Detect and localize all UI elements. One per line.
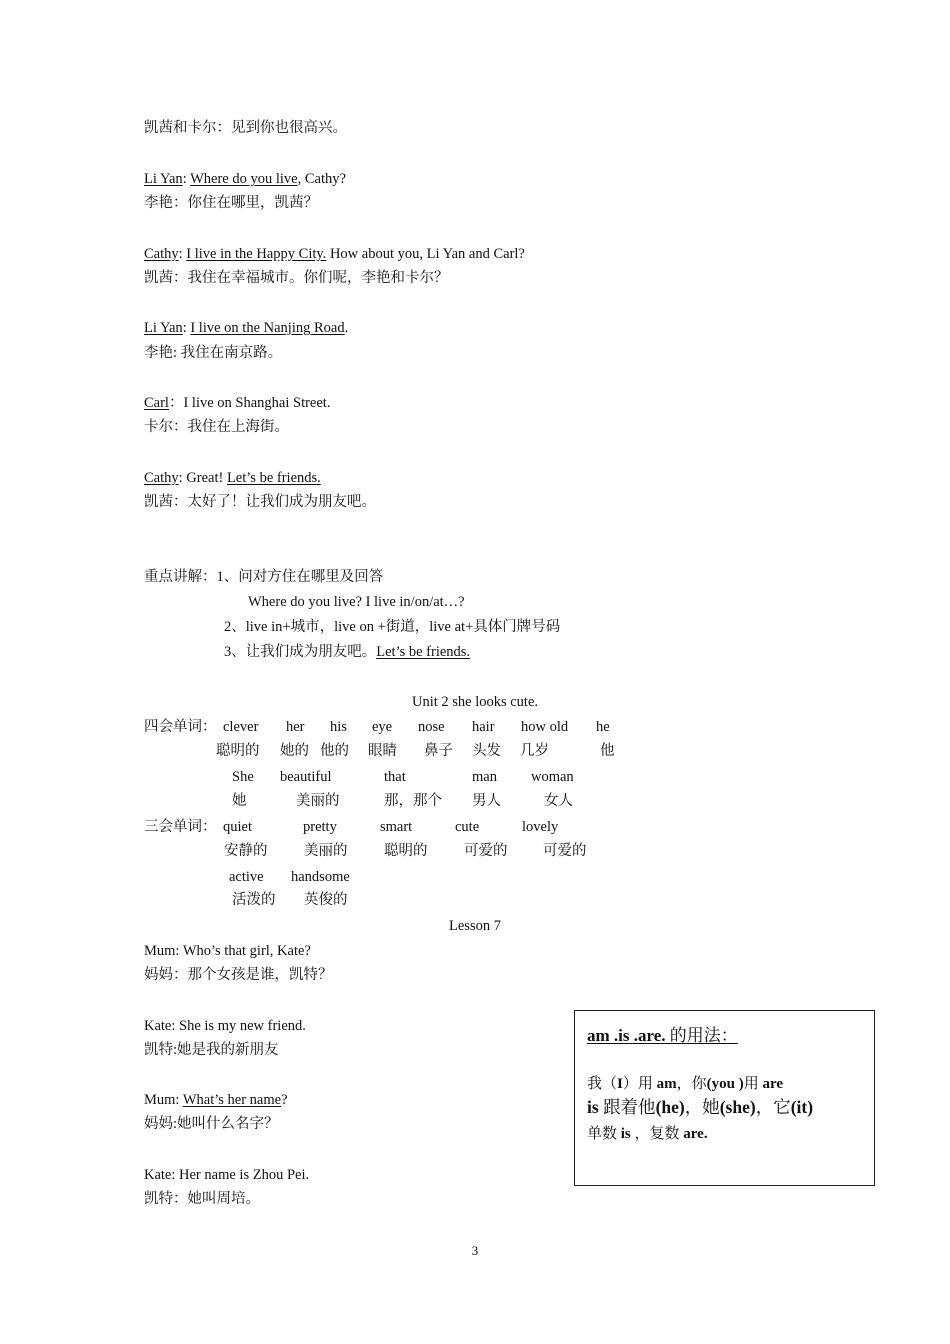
line-rest: How about you, Li Yan and Carl?: [326, 246, 525, 262]
word-zh: 美丽的: [296, 793, 340, 809]
line-rest: , Cathy?: [297, 171, 346, 187]
word-en: he: [596, 719, 610, 735]
speaker-sep: ：: [168, 395, 184, 411]
note-text: is: [620, 1126, 631, 1142]
word-zh: 眼睛: [368, 743, 397, 759]
word-en: her: [286, 719, 305, 735]
note-text: (he): [655, 1097, 685, 1117]
word-zh: 可爱的: [543, 843, 587, 859]
word-zh: 可爱的: [464, 843, 508, 859]
note-line-3: [587, 1122, 708, 1143]
underlined-phrase: I live in the Happy City.: [186, 246, 327, 262]
word-zh: 女人: [544, 793, 573, 809]
note-text: are.: [683, 1126, 708, 1142]
word-zh: 男人: [472, 793, 501, 809]
speaker-name: Carl: [144, 395, 169, 411]
speaker-sep: :: [178, 246, 187, 262]
note-text: am: [656, 1076, 677, 1092]
word-en: smart: [380, 819, 413, 835]
key-point-1-example: Where do you live? I live in/on/at…?: [248, 594, 465, 610]
underlined-phrase: I live on the Nanjing Road: [190, 320, 345, 336]
key-points-line-1: [144, 568, 383, 586]
key-point-3: [224, 643, 470, 661]
key-point-1: 1、问对方住在哪里及回答: [216, 569, 384, 585]
underlined-phrase: Where do you live: [190, 171, 298, 187]
word-zh: 美丽的: [304, 843, 348, 859]
dialogue2-line-0-zh: 妈妈：那个女孩是谁，凯特？: [144, 967, 333, 983]
speaker-sep: : Great!: [178, 470, 227, 486]
word-en: man: [472, 769, 497, 785]
speaker-name: Li Yan: [144, 171, 183, 187]
word-en: beautiful: [280, 769, 332, 785]
dialogue1-line-5-en: [144, 469, 321, 487]
note-text: 我（: [587, 1076, 618, 1092]
lesson-title: Lesson 7: [449, 918, 501, 934]
dialogue2-line-0-en: Mum: Who’s that girl, Kate?: [144, 943, 311, 959]
note-title: [587, 1021, 738, 1046]
grammar-note-box: [574, 1010, 875, 1186]
dialogue1-line-1-zh: 李艳：你住在哪里，凯茜？: [144, 195, 318, 211]
word-en: handsome: [291, 869, 350, 885]
word-zh: 她的: [280, 743, 309, 759]
dialogue2-line-2-zh: 妈妈:她叫什么名字？: [144, 1116, 279, 1132]
note-title-bold: am .is .are.: [587, 1026, 666, 1045]
line-rest: .: [344, 320, 349, 336]
word-zh: 那，那个: [384, 793, 442, 809]
three-skill-label: 三会单词：: [144, 819, 217, 835]
word-en: active: [229, 869, 264, 885]
note-line-2: [587, 1094, 813, 1119]
dialogue1-line-3-zh: 李艳: 我住在南京路。: [144, 345, 283, 361]
word-en: hair: [472, 719, 495, 735]
note-text: ，你: [676, 1076, 707, 1092]
underlined-phrase: What’s her name: [182, 1092, 282, 1108]
note-text: is: [587, 1097, 599, 1117]
dialogue2-line-3-en: Kate: Her name is Zhou Pei.: [144, 1167, 310, 1183]
note-title-rest: 的用法：: [665, 1026, 738, 1045]
word-zh: 聪明的: [384, 843, 428, 859]
speaker-name: Cathy: [144, 246, 179, 262]
dialogue1-line-3-en: [144, 319, 348, 337]
word-en: She: [232, 769, 254, 785]
word-en: eye: [372, 719, 393, 735]
unit-title: Unit 2 she looks cute.: [411, 694, 539, 710]
note-text: I: [617, 1076, 623, 1092]
dialogue1-line-4-zh: 卡尔：我住在上海街。: [144, 419, 289, 435]
word-en: how old: [521, 719, 569, 735]
four-skill-label: 四会单词：: [144, 719, 217, 735]
note-text: ，它: [755, 1097, 791, 1117]
note-text: ，复数: [630, 1126, 684, 1142]
note-text: ，她: [684, 1097, 720, 1117]
note-text: (she): [719, 1097, 756, 1117]
dialogue2-line-1-en: Kate: She is my new friend.: [144, 1018, 306, 1034]
word-zh: 他: [600, 743, 615, 759]
line-pre: Mum:: [144, 1092, 183, 1108]
dialogue2-line-1-zh: 凯特:她是我的新朋友: [144, 1042, 279, 1058]
underlined-phrase: Let’s be friends.: [226, 470, 321, 486]
dialogue1-line-2-zh: 凯茜：我住在幸福城市。你们呢，李艳和卡尔？: [144, 270, 449, 286]
line-rest: I live on Shanghai Street.: [183, 395, 331, 411]
word-en: cute: [455, 819, 480, 835]
word-en: clever: [223, 719, 259, 735]
word-zh: 鼻子: [424, 743, 453, 759]
speaker-name: Cathy: [144, 470, 179, 486]
word-en: pretty: [303, 819, 337, 835]
dialogue1-line-1-en: [144, 170, 346, 188]
dialogue1-line-4-en: [144, 394, 330, 412]
line-post: ?: [281, 1092, 288, 1108]
word-zh: 几岁: [520, 743, 549, 759]
key-points-label: 重点讲解：: [144, 569, 217, 585]
word-zh: 聪明的: [216, 743, 260, 759]
dialogue1-line-2-en: [144, 245, 525, 263]
word-zh: 头发: [472, 743, 501, 759]
word-en: that: [384, 769, 406, 785]
note-text: (you ): [706, 1076, 744, 1092]
key-point-2: 2、live in+城市，live on +街道，live at+具体门牌号码: [224, 619, 561, 635]
dialogue1-line-0-zh: 凯茜和卡尔：见到你也很高兴。: [144, 120, 347, 136]
note-text: 单数: [587, 1126, 621, 1142]
key-point-3-prefix: 3、让我们成为朋友吧。: [224, 644, 377, 660]
page-number: 3: [471, 1243, 479, 1258]
word-en: lovely: [522, 819, 559, 835]
word-en: quiet: [223, 819, 252, 835]
word-zh: 他的: [320, 743, 349, 759]
speaker-sep: :: [182, 171, 191, 187]
word-zh: 英俊的: [304, 892, 348, 908]
speaker-name: Li Yan: [144, 320, 183, 336]
note-text: (it): [790, 1097, 814, 1117]
note-text: 跟着他: [598, 1097, 656, 1117]
dialogue2-line-3-zh: 凯特：她叫周培。: [144, 1191, 260, 1207]
dialogue2-line-2-en: [144, 1091, 288, 1109]
word-en: his: [330, 719, 347, 735]
note-text: 用: [743, 1076, 763, 1092]
dialogue1-line-5-zh: 凯茜：太好了！让我们成为朋友吧。: [144, 494, 376, 510]
note-text: are: [762, 1076, 784, 1092]
word-en: nose: [418, 719, 445, 735]
note-line-1: [587, 1072, 783, 1093]
note-text: ）用: [622, 1076, 657, 1092]
word-en: woman: [531, 769, 574, 785]
word-zh: 活泼的: [232, 892, 276, 908]
key-point-3-phrase: Let’s be friends.: [376, 644, 471, 660]
word-zh: 她: [232, 793, 247, 809]
word-zh: 安静的: [224, 843, 268, 859]
speaker-sep: :: [182, 320, 191, 336]
